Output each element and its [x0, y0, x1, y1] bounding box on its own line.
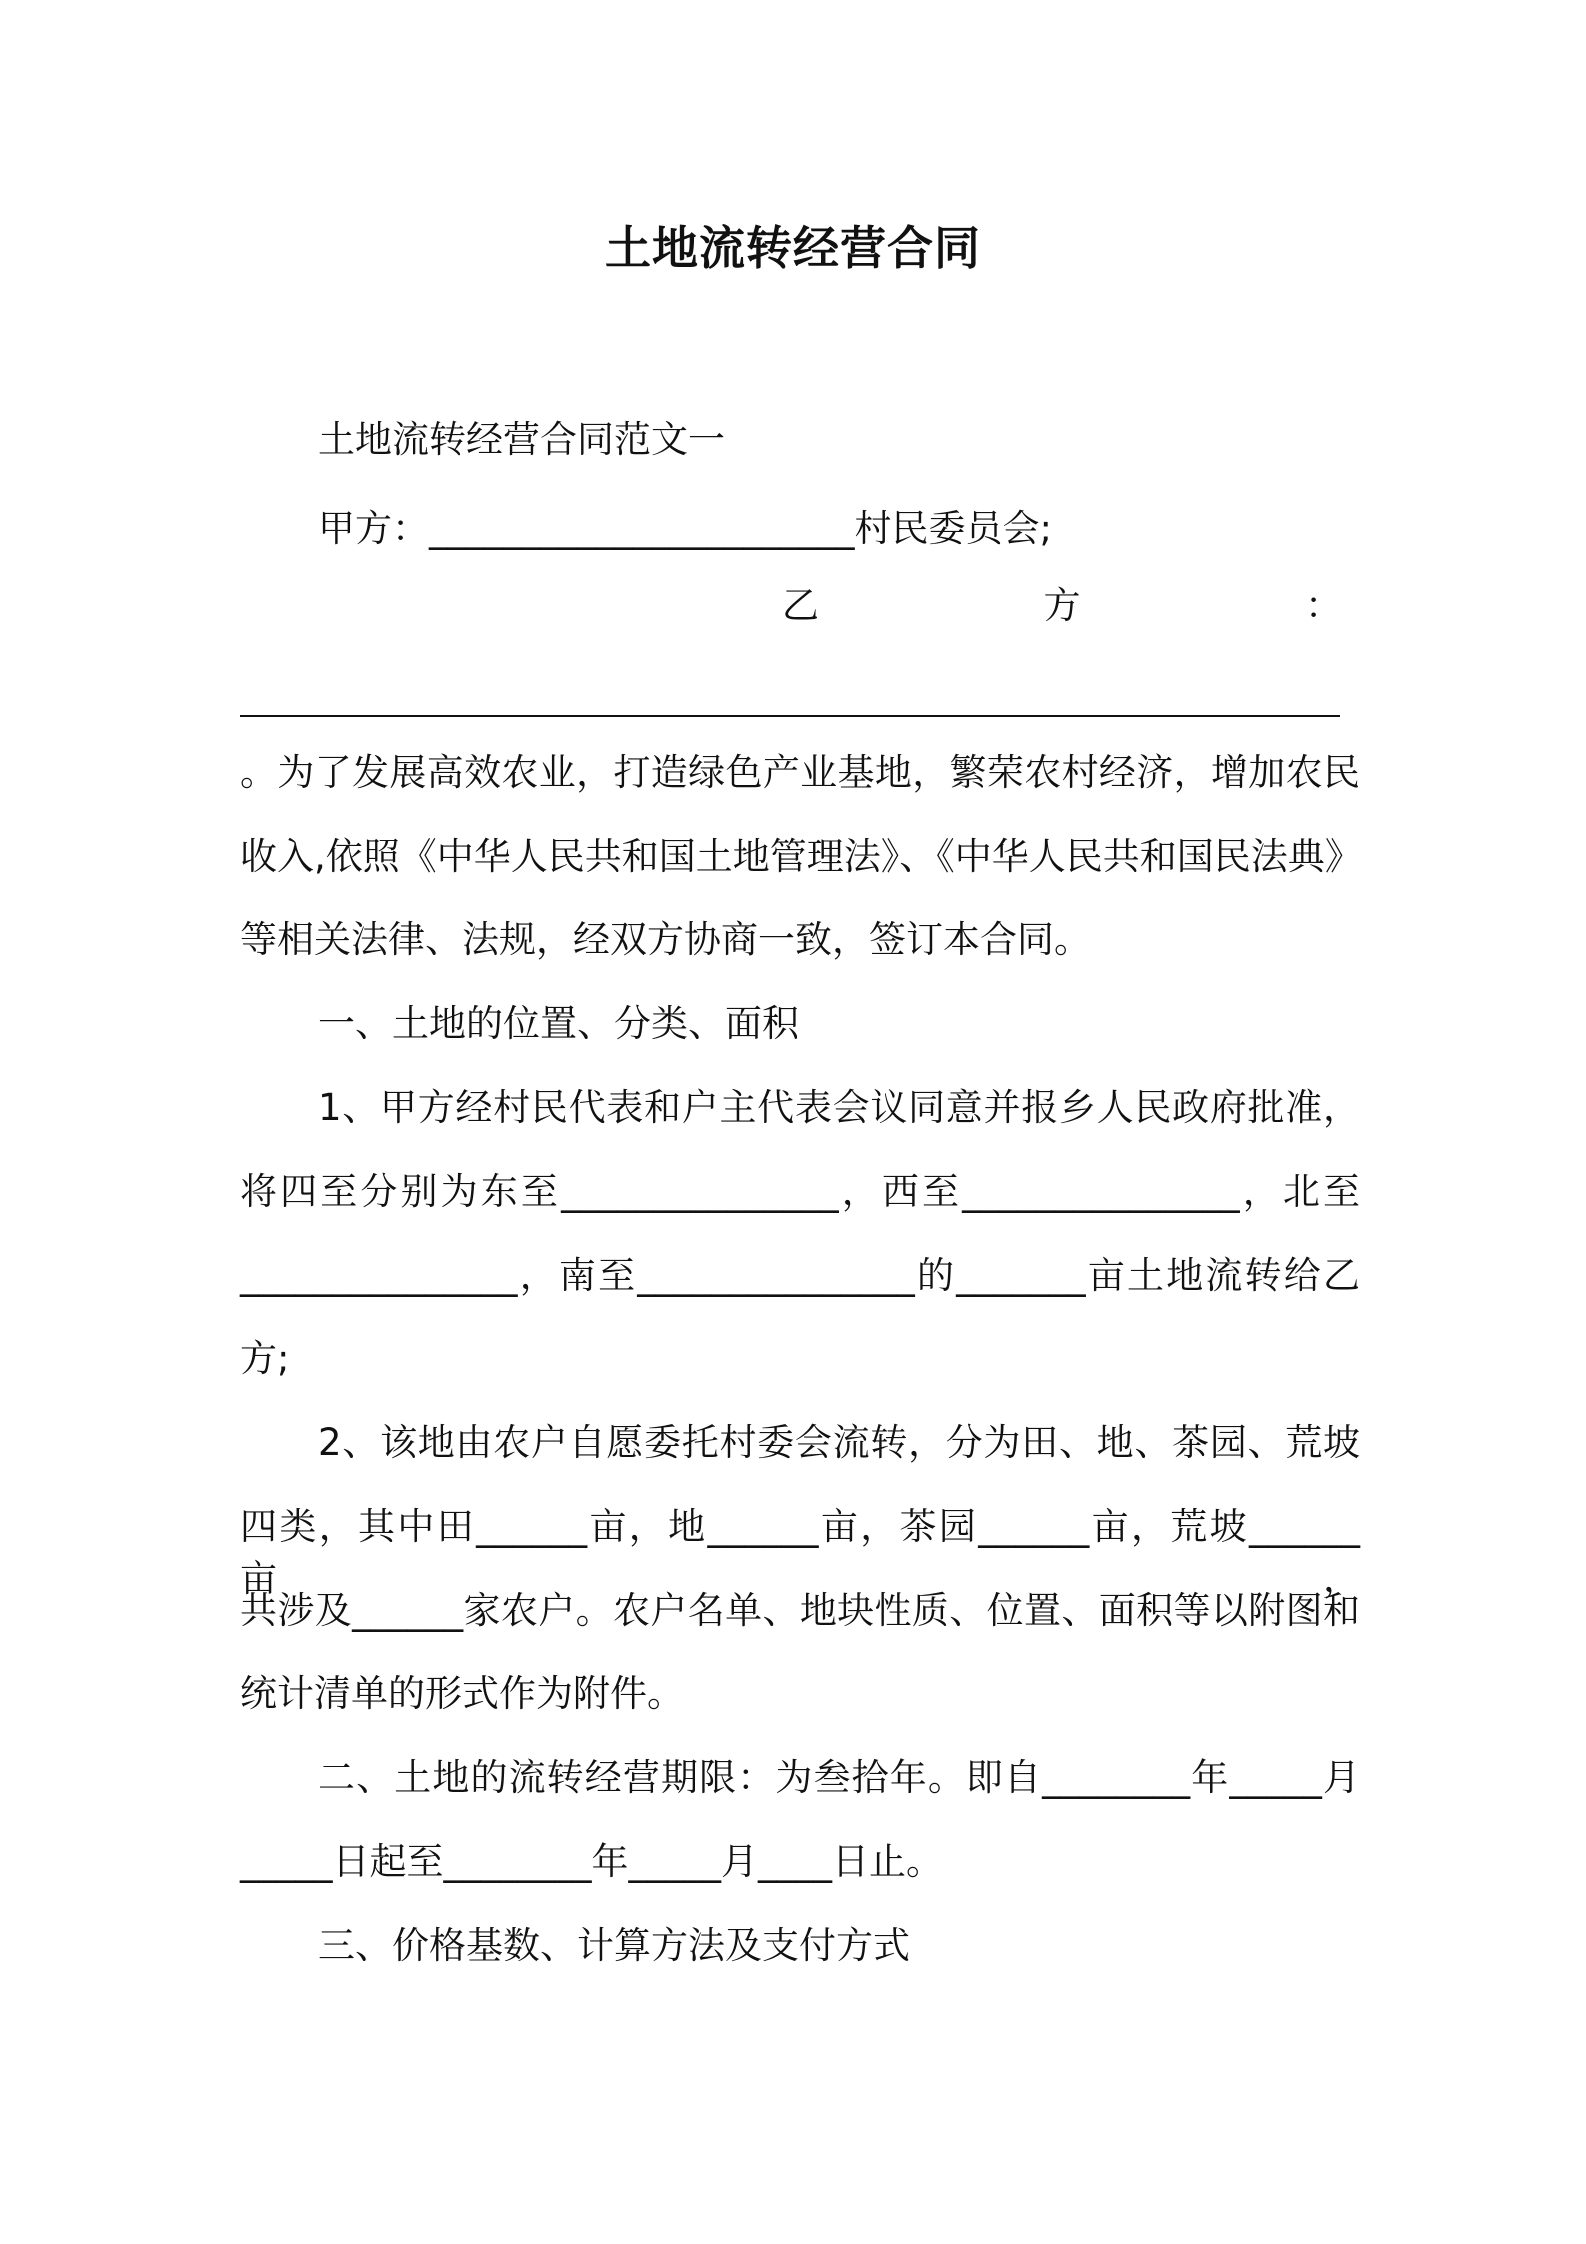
paragraph-line: _____日起至________年_____月____日止。	[240, 1840, 943, 1883]
paragraph-line: 共涉及______家农户。农户名单、地块性质、位置、面积等以附图和	[240, 1589, 1360, 1632]
paragraph-line: 2、该地由农户自愿委托村委会流转，分为田、地、茶园、荒坡	[318, 1421, 1360, 1464]
party-b-char-yi: 乙	[782, 584, 819, 627]
section-heading: 二、土地的流转经营期限：为叁拾年。即自________年_____月	[318, 1756, 1360, 1799]
party-a-line: 甲方：_______________________村民委员会;	[318, 507, 1052, 550]
paragraph-line: _______________，南至_______________的_______亩土地流转给乙	[240, 1254, 1360, 1297]
section-heading: 三、价格基数、计算方法及支付方式	[318, 1924, 910, 1967]
paragraph-line: 。为了发展高效农业，打造绿色产业基地，繁荣农村经济，增加农民	[240, 751, 1360, 794]
party-b-char-fang: 方	[1043, 584, 1081, 627]
party-b-blank-line	[240, 715, 1340, 717]
paragraph-line: 等相关法律、法规，经双方协商一致，签订本合同。	[240, 918, 1091, 961]
party-b-label	[782, 580, 1342, 632]
document-title: 土地流转经营合同	[605, 221, 981, 275]
paragraph-line: 1、甲方经村民代表和户主代表会议同意并报乡人民政府批准，	[318, 1086, 1360, 1129]
paragraph-line: 将四至分别为东至_______________，西至_______________，北至	[240, 1170, 1360, 1213]
paragraph-line: 方;	[240, 1337, 290, 1380]
paragraph-line: 收入,依照《中华人民共和国土地管理法》、《中华人民共和国民法典》	[240, 835, 1362, 878]
subtitle-line: 土地流转经营合同范文一	[318, 418, 725, 461]
paragraph-line: 统计清单的形式作为附件。	[240, 1672, 684, 1715]
party-b-colon: ：	[1305, 584, 1342, 627]
section-heading: 一、土地的位置、分类、面积	[318, 1002, 799, 1045]
paragraph-line: 四类，其中田______亩，地______亩，茶园______亩，荒坡______亩，	[240, 1505, 1360, 1600]
